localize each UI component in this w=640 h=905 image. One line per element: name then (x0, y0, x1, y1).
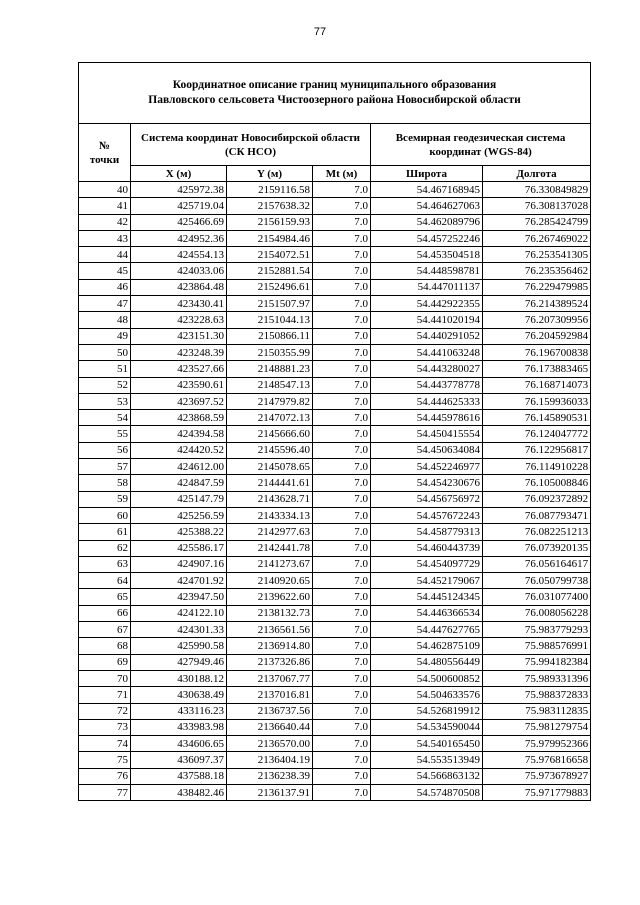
longitude-cell: 76.173883465 (483, 361, 591, 377)
mt-cell: 7.0 (313, 540, 371, 556)
point-number-cell: 60 (79, 507, 131, 523)
latitude-cell: 54.443778778 (371, 377, 483, 393)
longitude-cell: 76.235356462 (483, 263, 591, 279)
x-cell: 423151.30 (131, 328, 227, 344)
longitude-cell: 76.267469022 (483, 230, 591, 246)
latitude-cell: 54.444625333 (371, 393, 483, 409)
longitude-cell: 76.122956817 (483, 442, 591, 458)
mt-cell: 7.0 (313, 491, 371, 507)
point-number-cell: 54 (79, 410, 131, 426)
mt-cell: 7.0 (313, 703, 371, 719)
latitude-cell: 54.500600852 (371, 670, 483, 686)
latitude-cell: 54.445124345 (371, 589, 483, 605)
point-number-cell: 73 (79, 719, 131, 735)
mt-cell: 7.0 (313, 622, 371, 638)
mt-cell: 7.0 (313, 214, 371, 230)
x-cell: 437588.18 (131, 768, 227, 784)
point-number-cell: 71 (79, 687, 131, 703)
x-cell: 423590.61 (131, 377, 227, 393)
page-number: 77 (313, 26, 327, 38)
mt-cell: 7.0 (313, 442, 371, 458)
x-cell: 427949.46 (131, 654, 227, 670)
table-row (79, 393, 591, 409)
x-cell: 423868.59 (131, 410, 227, 426)
latitude-cell: 54.441020194 (371, 312, 483, 328)
table-row (79, 573, 591, 589)
mt-cell: 7.0 (313, 589, 371, 605)
y-cell: 2151507.97 (227, 296, 313, 312)
mt-cell: 7.0 (313, 524, 371, 540)
longitude-cell: 75.971779883 (483, 784, 591, 800)
table-row (79, 377, 591, 393)
table-row (79, 752, 591, 768)
table-row (79, 589, 591, 605)
table-row (79, 230, 591, 246)
x-cell: 436097.37 (131, 752, 227, 768)
mt-cell: 7.0 (313, 426, 371, 442)
latitude-cell: 54.454097729 (371, 556, 483, 572)
point-number-cell: 77 (79, 784, 131, 800)
y-cell: 2147979.82 (227, 393, 313, 409)
header-point-number (79, 124, 131, 182)
x-cell: 423430.41 (131, 296, 227, 312)
x-cell: 425719.04 (131, 198, 227, 214)
header-latitude: Широта (371, 166, 483, 182)
y-cell: 2152496.61 (227, 279, 313, 295)
latitude-cell: 54.453504518 (371, 247, 483, 263)
x-cell: 433983.98 (131, 719, 227, 735)
y-cell: 2154984.46 (227, 230, 313, 246)
point-number-cell: 58 (79, 475, 131, 491)
longitude-cell: 76.087793471 (483, 507, 591, 523)
table-row (79, 214, 591, 230)
longitude-cell: 76.105008846 (483, 475, 591, 491)
longitude-cell: 76.308137028 (483, 198, 591, 214)
point-number-cell: 43 (79, 230, 131, 246)
x-cell: 424394.58 (131, 426, 227, 442)
point-number-cell: 70 (79, 670, 131, 686)
longitude-cell: 75.979952366 (483, 736, 591, 752)
latitude-cell: 54.457252246 (371, 230, 483, 246)
latitude-cell: 54.462089796 (371, 214, 483, 230)
y-cell: 2136640.44 (227, 719, 313, 735)
table-row (79, 638, 591, 654)
table-row (79, 605, 591, 621)
latitude-cell: 54.441063248 (371, 344, 483, 360)
longitude-cell: 76.159936033 (483, 393, 591, 409)
longitude-cell: 76.207309956 (483, 312, 591, 328)
point-number-cell: 74 (79, 736, 131, 752)
latitude-cell: 54.457672243 (371, 507, 483, 523)
header-point-number-sign: № (98, 139, 111, 152)
point-number-cell: 72 (79, 703, 131, 719)
latitude-cell: 54.454230676 (371, 475, 483, 491)
mt-cell: 7.0 (313, 410, 371, 426)
latitude-cell: 54.460443739 (371, 540, 483, 556)
table-row (79, 475, 591, 491)
mt-cell: 7.0 (313, 768, 371, 784)
mt-cell: 7.0 (313, 182, 371, 198)
header-y: Y (м) (227, 166, 313, 182)
latitude-cell: 54.447011137 (371, 279, 483, 295)
table-row (79, 328, 591, 344)
latitude-cell: 54.540165450 (371, 736, 483, 752)
mt-cell: 7.0 (313, 573, 371, 589)
y-cell: 2156159.93 (227, 214, 313, 230)
point-number-cell: 57 (79, 459, 131, 475)
longitude-cell: 76.330849829 (483, 182, 591, 198)
latitude-cell: 54.442922355 (371, 296, 483, 312)
longitude-cell: 76.050799738 (483, 573, 591, 589)
mt-cell: 7.0 (313, 638, 371, 654)
point-number-cell: 53 (79, 393, 131, 409)
point-number-cell: 48 (79, 312, 131, 328)
table-row (79, 784, 591, 800)
table-row (79, 410, 591, 426)
table-row (79, 296, 591, 312)
y-cell: 2148547.13 (227, 377, 313, 393)
longitude-cell: 75.981279754 (483, 719, 591, 735)
y-cell: 2144441.61 (227, 475, 313, 491)
point-number-cell: 45 (79, 263, 131, 279)
longitude-cell: 75.973678927 (483, 768, 591, 784)
mt-cell: 7.0 (313, 361, 371, 377)
x-cell: 424612.00 (131, 459, 227, 475)
x-cell: 425256.59 (131, 507, 227, 523)
point-number-cell: 65 (79, 589, 131, 605)
latitude-cell: 54.456756972 (371, 491, 483, 507)
header-longitude: Долгота (483, 166, 591, 182)
x-cell: 423947.50 (131, 589, 227, 605)
longitude-cell: 75.976816658 (483, 752, 591, 768)
y-cell: 2150355.99 (227, 344, 313, 360)
x-cell: 433116.23 (131, 703, 227, 719)
point-number-cell: 76 (79, 768, 131, 784)
y-cell: 2145666.60 (227, 426, 313, 442)
y-cell: 2138132.73 (227, 605, 313, 621)
latitude-cell: 54.526819912 (371, 703, 483, 719)
latitude-cell: 54.452179067 (371, 573, 483, 589)
table-row (79, 361, 591, 377)
y-cell: 2157638.32 (227, 198, 313, 214)
y-cell: 2143334.13 (227, 507, 313, 523)
y-cell: 2154072.51 (227, 247, 313, 263)
table-row (79, 247, 591, 263)
point-number-cell: 64 (79, 573, 131, 589)
y-cell: 2148881.23 (227, 361, 313, 377)
table-row (79, 556, 591, 572)
x-cell: 425147.79 (131, 491, 227, 507)
table-row (79, 736, 591, 752)
table-row (79, 687, 591, 703)
x-cell: 425990.58 (131, 638, 227, 654)
y-cell: 2140920.65 (227, 573, 313, 589)
y-cell: 2142441.78 (227, 540, 313, 556)
longitude-cell: 76.092372892 (483, 491, 591, 507)
point-number-cell: 41 (79, 198, 131, 214)
x-cell: 424907.16 (131, 556, 227, 572)
table-row (79, 670, 591, 686)
y-cell: 2136137.91 (227, 784, 313, 800)
latitude-cell: 54.448598781 (371, 263, 483, 279)
latitude-cell: 54.504633576 (371, 687, 483, 703)
x-cell: 424952.36 (131, 230, 227, 246)
x-cell: 425586.17 (131, 540, 227, 556)
longitude-cell: 76.229479985 (483, 279, 591, 295)
latitude-cell: 54.467168945 (371, 182, 483, 198)
point-number-cell: 61 (79, 524, 131, 540)
table-row (79, 524, 591, 540)
longitude-cell: 76.253541305 (483, 247, 591, 263)
x-cell: 424847.59 (131, 475, 227, 491)
point-number-cell: 46 (79, 279, 131, 295)
y-cell: 2159116.58 (227, 182, 313, 198)
point-number-cell: 75 (79, 752, 131, 768)
longitude-cell: 76.114910228 (483, 459, 591, 475)
y-cell: 2137326.86 (227, 654, 313, 670)
mt-cell: 7.0 (313, 279, 371, 295)
table-row (79, 426, 591, 442)
table-body (79, 182, 591, 801)
longitude-cell: 76.008056228 (483, 605, 591, 621)
y-cell: 2143628.71 (227, 491, 313, 507)
y-cell: 2141273.67 (227, 556, 313, 572)
point-number-cell: 67 (79, 622, 131, 638)
mt-cell: 7.0 (313, 654, 371, 670)
latitude-cell: 54.450634084 (371, 442, 483, 458)
longitude-cell: 76.214389524 (483, 296, 591, 312)
x-cell: 438482.46 (131, 784, 227, 800)
mt-cell: 7.0 (313, 670, 371, 686)
table-row (79, 491, 591, 507)
point-number-cell: 44 (79, 247, 131, 263)
x-cell: 425388.22 (131, 524, 227, 540)
y-cell: 2152881.54 (227, 263, 313, 279)
x-cell: 423248.39 (131, 344, 227, 360)
mt-cell: 7.0 (313, 736, 371, 752)
mt-cell: 7.0 (313, 230, 371, 246)
x-cell: 424122.10 (131, 605, 227, 621)
longitude-cell: 76.145890531 (483, 410, 591, 426)
y-cell: 2142977.63 (227, 524, 313, 540)
latitude-cell: 54.574870508 (371, 784, 483, 800)
table-row (79, 654, 591, 670)
latitude-cell: 54.480556449 (371, 654, 483, 670)
y-cell: 2136570.00 (227, 736, 313, 752)
point-number-cell: 59 (79, 491, 131, 507)
table-row (79, 442, 591, 458)
title-line-1: Координатное описание границ муниципального образования (172, 79, 497, 91)
table-row (79, 279, 591, 295)
mt-cell: 7.0 (313, 296, 371, 312)
point-number-cell: 56 (79, 442, 131, 458)
title-line-2: Павловского сельсовета Чистоозерного района Новосибирской области (148, 94, 521, 106)
x-cell: 430638.49 (131, 687, 227, 703)
table-row (79, 622, 591, 638)
longitude-cell: 76.031077400 (483, 589, 591, 605)
mt-cell: 7.0 (313, 605, 371, 621)
longitude-cell: 75.983779293 (483, 622, 591, 638)
longitude-cell: 76.285424799 (483, 214, 591, 230)
table-row (79, 198, 591, 214)
longitude-cell: 76.124047772 (483, 426, 591, 442)
x-cell: 423864.48 (131, 279, 227, 295)
header-point-number-label: точки (89, 153, 120, 166)
point-number-cell: 68 (79, 638, 131, 654)
mt-cell: 7.0 (313, 312, 371, 328)
coordinates-table (78, 62, 591, 801)
mt-cell: 7.0 (313, 507, 371, 523)
y-cell: 2137016.81 (227, 687, 313, 703)
longitude-cell: 75.988576991 (483, 638, 591, 654)
mt-cell: 7.0 (313, 784, 371, 800)
x-cell: 424701.92 (131, 573, 227, 589)
y-cell: 2136404.19 (227, 752, 313, 768)
mt-cell: 7.0 (313, 752, 371, 768)
latitude-cell: 54.553513949 (371, 752, 483, 768)
longitude-cell: 75.983112835 (483, 703, 591, 719)
point-number-cell: 69 (79, 654, 131, 670)
latitude-cell: 54.464627063 (371, 198, 483, 214)
table-row (79, 182, 591, 198)
y-cell: 2145078.65 (227, 459, 313, 475)
x-cell: 424420.52 (131, 442, 227, 458)
table-row (79, 312, 591, 328)
point-number-cell: 49 (79, 328, 131, 344)
mt-cell: 7.0 (313, 328, 371, 344)
table-row (79, 768, 591, 784)
point-number-cell: 52 (79, 377, 131, 393)
table-row (79, 459, 591, 475)
longitude-cell: 76.168714073 (483, 377, 591, 393)
longitude-cell: 75.989331396 (483, 670, 591, 686)
longitude-cell: 75.994182384 (483, 654, 591, 670)
y-cell: 2136238.39 (227, 768, 313, 784)
header-group-nso: Система координат Новосибирской области (СК НСО) (131, 124, 371, 166)
y-cell: 2151044.13 (227, 312, 313, 328)
point-number-cell: 63 (79, 556, 131, 572)
latitude-cell: 54.440291052 (371, 328, 483, 344)
x-cell: 424033.06 (131, 263, 227, 279)
mt-cell: 7.0 (313, 393, 371, 409)
mt-cell: 7.0 (313, 263, 371, 279)
longitude-cell: 76.056164617 (483, 556, 591, 572)
y-cell: 2147072.13 (227, 410, 313, 426)
point-number-cell: 50 (79, 344, 131, 360)
latitude-cell: 54.534590044 (371, 719, 483, 735)
latitude-cell: 54.445978616 (371, 410, 483, 426)
y-cell: 2150866.11 (227, 328, 313, 344)
latitude-cell: 54.462875109 (371, 638, 483, 654)
x-cell: 423527.66 (131, 361, 227, 377)
y-cell: 2136914.80 (227, 638, 313, 654)
point-number-cell: 62 (79, 540, 131, 556)
mt-cell: 7.0 (313, 344, 371, 360)
latitude-cell: 54.446366534 (371, 605, 483, 621)
x-cell: 423697.52 (131, 393, 227, 409)
longitude-cell: 76.204592984 (483, 328, 591, 344)
point-number-cell: 51 (79, 361, 131, 377)
header-mt: Mt (м) (313, 166, 371, 182)
x-cell: 425466.69 (131, 214, 227, 230)
y-cell: 2136737.56 (227, 703, 313, 719)
mt-cell: 7.0 (313, 719, 371, 735)
latitude-cell: 54.450415554 (371, 426, 483, 442)
mt-cell: 7.0 (313, 687, 371, 703)
table-row (79, 263, 591, 279)
point-number-cell: 55 (79, 426, 131, 442)
x-cell: 425972.38 (131, 182, 227, 198)
y-cell: 2145596.40 (227, 442, 313, 458)
table-row (79, 344, 591, 360)
latitude-cell: 54.447627765 (371, 622, 483, 638)
latitude-cell: 54.458779313 (371, 524, 483, 540)
table-row (79, 703, 591, 719)
latitude-cell: 54.566863132 (371, 768, 483, 784)
mt-cell: 7.0 (313, 475, 371, 491)
header-group-wgs84: Всемирная геодезическая система координат (WGS-84) (371, 124, 591, 166)
longitude-cell: 76.073920135 (483, 540, 591, 556)
mt-cell: 7.0 (313, 459, 371, 475)
y-cell: 2139622.60 (227, 589, 313, 605)
longitude-cell: 75.988372833 (483, 687, 591, 703)
table-row (79, 540, 591, 556)
y-cell: 2137067.77 (227, 670, 313, 686)
latitude-cell: 54.452246977 (371, 459, 483, 475)
table-row (79, 719, 591, 735)
latitude-cell: 54.443280027 (371, 361, 483, 377)
x-cell: 423228.63 (131, 312, 227, 328)
table-row (79, 507, 591, 523)
longitude-cell: 76.196700838 (483, 344, 591, 360)
point-number-cell: 42 (79, 214, 131, 230)
point-number-cell: 40 (79, 182, 131, 198)
point-number-cell: 47 (79, 296, 131, 312)
x-cell: 424301.33 (131, 622, 227, 638)
mt-cell: 7.0 (313, 198, 371, 214)
y-cell: 2136561.56 (227, 622, 313, 638)
mt-cell: 7.0 (313, 247, 371, 263)
longitude-cell: 76.082251213 (483, 524, 591, 540)
table-title (79, 63, 591, 124)
mt-cell: 7.0 (313, 377, 371, 393)
header-x: X (м) (131, 166, 227, 182)
x-cell: 434606.65 (131, 736, 227, 752)
x-cell: 430188.12 (131, 670, 227, 686)
x-cell: 424554.13 (131, 247, 227, 263)
mt-cell: 7.0 (313, 556, 371, 572)
point-number-cell: 66 (79, 605, 131, 621)
